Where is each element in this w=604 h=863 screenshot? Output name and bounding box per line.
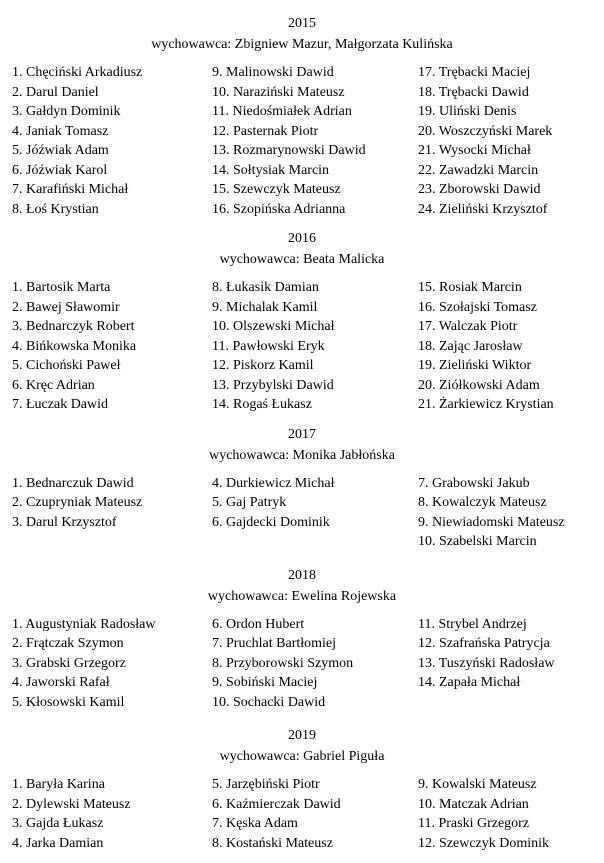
- list-item: 4. Durkiewicz Michał: [212, 475, 335, 491]
- list-item: 22. Zawadzki Marcin: [418, 162, 539, 178]
- list-item: 17. Trębacki Maciej: [418, 65, 531, 80]
- list-item: 21. Wysocki Michał: [418, 143, 531, 158]
- name-column: [12, 63, 212, 219]
- list-item: 5. Gaj Patryk: [212, 495, 287, 510]
- name-column: [418, 775, 600, 853]
- list-item: 12. Pasternak Piotr: [212, 123, 319, 139]
- year-block-2018: [8, 566, 596, 713]
- list-item: 3. Bednarczyk Robert: [12, 319, 135, 334]
- name-column: [418, 474, 600, 552]
- list-item: 9. Niewiadomski Mateusz: [418, 514, 565, 530]
- list-item: 9. Kowalski Mateusz: [418, 777, 537, 792]
- list-item: 5. Jóźwiak Adam: [12, 143, 109, 158]
- year-block-2017: [8, 425, 596, 552]
- list-item: 18. Trębacki Dawid: [418, 84, 529, 100]
- list-item: 13. Tuszyński Radosław: [418, 655, 555, 671]
- list-item: 3. Gałdyn Dominik: [12, 104, 121, 119]
- list-item: 12. Szewczyk Dominik: [418, 835, 550, 851]
- list-item: 3. Gajda Łukasz: [12, 816, 104, 831]
- list-item: 17. Walczak Piotr: [418, 319, 518, 334]
- name-column: [12, 278, 212, 415]
- list-item: 2. Bawej Sławomir: [12, 299, 120, 315]
- year-title: 2016: [288, 231, 316, 246]
- list-item: 6. Ordon Hubert: [212, 616, 305, 632]
- list-item: 2. Dylewski Mateusz: [12, 796, 131, 812]
- list-item: 11. Strybel Andrzej: [418, 616, 527, 632]
- list-item: 1. Bednarczuk Dawid: [12, 475, 134, 491]
- list-item: 3. Darul Krzysztof: [12, 514, 117, 530]
- list-item: 4. Jaworski Rafał: [12, 675, 110, 690]
- list-item: 8. Łukasik Damian: [212, 280, 319, 295]
- list-item: 12. Piskorz Kamil: [212, 358, 314, 373]
- list-item: 10. Matczak Adrian: [418, 796, 529, 812]
- year-title: 2018: [288, 567, 316, 583]
- teacher-line: wychowawca: Zbigniew Mazur, Małgorzata Kulińska: [151, 37, 453, 52]
- list-item: 6. Gajdecki Dominik: [212, 514, 330, 530]
- list-item: 6. Kręc Adrian: [12, 377, 95, 393]
- list-item: 5. Kłosowski Kamil: [12, 694, 125, 710]
- list-item: 13. Przybylski Dawid: [212, 377, 334, 393]
- list-item: 21. Żarkiewicz Krystian: [418, 397, 554, 412]
- name-columns: [8, 615, 596, 713]
- year-title: 2017: [288, 426, 316, 442]
- list-item: 19. Uliński Denis: [418, 104, 517, 119]
- name-column: [212, 775, 418, 853]
- name-column: [418, 615, 600, 693]
- year-title: 2019: [288, 728, 316, 743]
- name-column: [418, 278, 600, 415]
- list-item: 18. Zając Jarosław: [418, 338, 523, 354]
- list-item: 14. Sołtysiak Marcin: [212, 162, 330, 178]
- name-columns: [8, 775, 596, 853]
- name-column: [12, 474, 212, 533]
- name-column: [212, 278, 418, 415]
- list-item: 8. Kostański Mateusz: [212, 835, 333, 851]
- section-spacer: [8, 716, 596, 726]
- list-item: 8. Kowalczyk Mateusz: [418, 495, 547, 510]
- list-item: 7. Pruchlat Bartłomiej: [212, 636, 337, 651]
- name-column: [212, 63, 418, 219]
- year-block-2016: [8, 229, 596, 415]
- list-item: 9. Malinowski Dawid: [212, 65, 334, 80]
- list-item: 2. Darul Daniel: [12, 84, 99, 100]
- list-item: 5. Jarzębiński Piotr: [212, 777, 320, 792]
- list-item: 10. Sochacki Dawid: [212, 694, 326, 710]
- year-block-2015: [8, 14, 596, 219]
- list-item: 1. Baryła Karina: [12, 777, 105, 792]
- list-item: 23. Zborowski Dawid: [418, 182, 541, 197]
- name-columns: [8, 474, 596, 552]
- list-item: 6. Jóźwiak Karol: [12, 162, 108, 178]
- list-item: 1. Augustyniak Radosław: [12, 616, 156, 632]
- list-item: 7. Karafiński Michał: [12, 182, 129, 197]
- year-block-2019: [8, 726, 596, 853]
- list-item: 2. Frątczak Szymon: [12, 636, 124, 651]
- name-columns: [8, 63, 596, 219]
- list-item: 2. Czupryniak Mateusz: [12, 495, 143, 510]
- list-item: 7. Grabowski Jakub: [418, 475, 530, 491]
- list-item: 1. Bartosik Marta: [12, 280, 111, 295]
- list-item: 10. Olszewski Michał: [212, 319, 335, 334]
- list-item: 24. Zieliński Krzysztof: [418, 201, 548, 217]
- name-column: [418, 63, 600, 219]
- teacher-line: wychowawca: Ewelina Rojewska: [207, 588, 397, 604]
- name-column: [12, 775, 212, 853]
- name-columns: [8, 278, 596, 415]
- list-item: 20. Woszczyński Marek: [418, 123, 553, 139]
- name-column: [12, 615, 212, 713]
- list-item: 10. Naraziński Mateusz: [212, 84, 345, 100]
- list-item: 7. Łuczak Dawid: [12, 397, 109, 412]
- list-item: 12. Szafrańska Patrycja: [418, 636, 550, 651]
- list-item: 14. Zapała Michał: [418, 675, 521, 690]
- list-item: 4. Jarka Damian: [12, 835, 104, 851]
- list-item: 3. Grabski Grzegorz: [12, 655, 126, 671]
- list-item: 19. Zieliński Wiktor: [418, 358, 532, 373]
- year-title: 2015: [288, 16, 316, 31]
- list-item: 20. Ziółkowski Adam: [418, 377, 540, 393]
- list-item: 4. Janiak Tomasz: [12, 123, 109, 139]
- list-item: 1. Chęciński Arkadiusz: [12, 65, 143, 80]
- list-item: 5. Cichoński Paweł: [12, 358, 121, 373]
- teacher-line: wychowawca: Monika Jabłońska: [209, 447, 395, 463]
- list-item: 16. Szopińska Adrianna: [212, 201, 346, 217]
- list-item: 11. Praski Grzegorz: [418, 816, 530, 831]
- name-column: [212, 615, 418, 713]
- list-item: 15. Rosiak Marcin: [418, 280, 522, 295]
- section-spacer: [8, 556, 596, 566]
- list-item: 16. Szołajski Tomasz: [418, 299, 537, 315]
- list-item: 4. Bińkowska Monika: [12, 338, 137, 354]
- list-item: 11. Niedośmiałek Adrian: [212, 104, 352, 119]
- name-column: [212, 474, 418, 533]
- list-item: 13. Rozmarynowski Dawid: [212, 143, 366, 158]
- teacher-line: wychowawca: Gabriel Piguła: [219, 749, 385, 764]
- list-item: 10. Szabelski Marcin: [418, 534, 537, 549]
- teacher-line: wychowawca: Beata Malicka: [219, 252, 385, 267]
- list-item: 14. Rogaś Łukasz: [212, 397, 312, 412]
- list-item: 9. Michalak Kamil: [212, 299, 318, 315]
- list-item: 8. Przyborowski Szymon: [212, 655, 354, 671]
- list-item: 9. Sobiński Maciej: [212, 675, 318, 690]
- list-item: 6. Kaźmierczak Dawid: [212, 796, 341, 812]
- list-item: 11. Pawłowski Eryk: [212, 338, 325, 354]
- list-item: 8. Łoś Krystian: [12, 201, 99, 217]
- list-item: 15. Szewczyk Mateusz: [212, 182, 341, 197]
- list-item: 7. Kęska Adam: [212, 816, 298, 831]
